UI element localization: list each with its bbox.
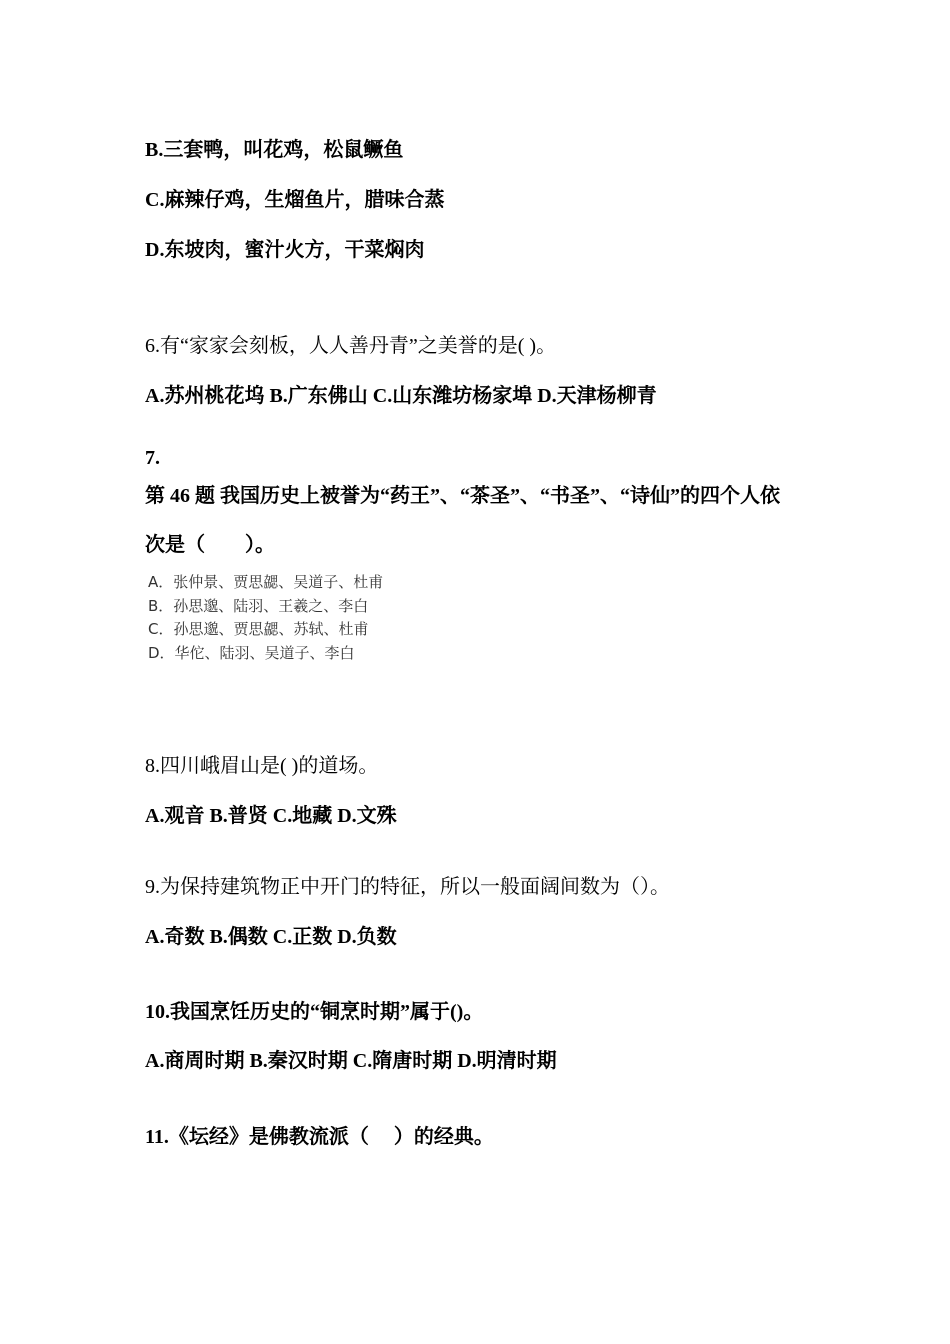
q6-stem: 6.有“家家会刻板，人人善丹青”之美誉的是( )。 [145,335,557,357]
q7-option-c: C．孙思邈、贾思勰、苏轼、杜甫 [148,620,369,638]
q7-number: 7. [145,447,160,469]
q11-stem: 11.《坛经》是佛教流派（ ）的经典。 [145,1126,494,1148]
q9-stem: 9.为保持建筑物正中开门的特征，所以一般面阔间数为（）。 [145,876,670,898]
q5-option-b: B.三套鸭，叫花鸡，松鼠鳜鱼 [145,139,404,161]
q6-options: A.苏州桃花坞 B.广东佛山 C.山东潍坊杨家埠 D.天津杨柳青 [145,385,657,407]
q5-option-d: D.东坡肉，蜜汁火方，干菜焖肉 [145,239,425,261]
q10-stem: 10.我国烹饪历史的“铜烹时期”属于()。 [145,1001,484,1023]
q7-option-a: A．张仲景、贾思勰、吴道子、杜甫 [148,573,384,591]
q10-options: A.商周时期 B.秦汉时期 C.隋唐时期 D.明清时期 [145,1050,557,1072]
q8-stem: 8.四川峨眉山是( )的道场。 [145,755,379,777]
q5-option-c: C.麻辣仔鸡，生熘鱼片，腊味合蒸 [145,189,445,211]
q9-options: A.奇数 B.偶数 C.正数 D.负数 [145,926,397,948]
q7-options-image [148,571,383,665]
q7-stem-line2: 次是（ ）。 [145,534,275,556]
q7-stem-line1: 第 46 题 我国历史上被誉为“药王”、“茶圣”、“书圣”、“诗仙”的四个人依 [145,485,780,507]
q7-option-d: D．华佗、陆羽、吴道子、李白 [148,643,355,662]
q7-option-b: B．孙思邈、陆羽、王羲之、李白 [148,596,369,615]
q8-options: A.观音 B.普贤 C.地藏 D.文殊 [145,805,397,827]
